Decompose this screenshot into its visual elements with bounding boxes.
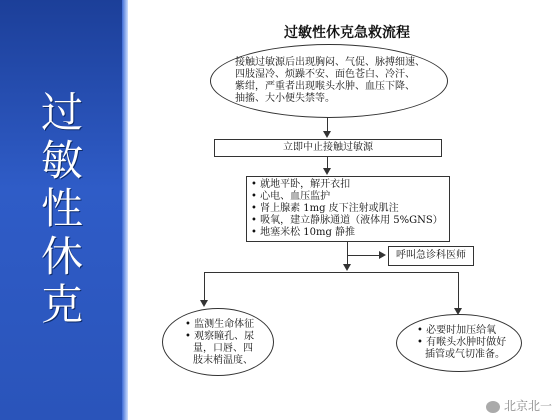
symptom-line: 接触过敏源后出现胸闷、气促、脉搏细速、 xyxy=(235,57,425,68)
arrow-head xyxy=(379,251,386,259)
action-item: • 地塞米松 10mg 静推 xyxy=(251,227,356,238)
symptom-line: 抽搐、大小便失禁等。 xyxy=(235,93,335,104)
flowchart-title: 过敏性休克急救流程 xyxy=(284,25,410,41)
side-title-char: 休 xyxy=(40,232,83,281)
airway-line: • 有喉头水肿时做好 xyxy=(417,337,507,348)
side-title-char: 克 xyxy=(40,280,83,329)
arrow-head xyxy=(323,131,331,138)
call-doctor-box xyxy=(388,246,474,266)
watermark-text: 北京北一 xyxy=(503,399,552,413)
action-item: • 肾上腺素 1mg 皮下注射或肌注 xyxy=(251,203,399,214)
band-separator xyxy=(122,0,128,420)
monitor-line: • 观察瞳孔、尿 xyxy=(185,331,255,342)
airway-oval xyxy=(396,314,522,372)
wechat-icon xyxy=(486,401,500,413)
stop-contact-text: 立即中止接触过敏源 xyxy=(283,142,373,153)
connector xyxy=(347,255,381,256)
action-item: • 吸氧，建立静脉通道（液体用 5%GNS） xyxy=(251,215,443,226)
stop-contact-box xyxy=(214,139,442,157)
call-doctor-text: 呼叫急诊科医师 xyxy=(396,250,466,261)
action-item: • 心电、血压监护 xyxy=(251,191,331,202)
actions-box xyxy=(246,176,450,242)
symptom-line: 四肢湿冷、烦躁不安、面色苍白、冷汗、 xyxy=(235,69,415,80)
connector xyxy=(458,272,459,310)
airway-line: • 必要时加压给氧 xyxy=(417,325,497,336)
monitor-line: • 监测生命体征 xyxy=(185,319,255,330)
arrow-head xyxy=(323,168,331,175)
connector xyxy=(204,272,205,302)
action-item: • 就地平卧，解开衣扣 xyxy=(251,179,351,190)
side-title-char: 过 xyxy=(40,88,83,137)
monitor-line: 肢末梢温度、 xyxy=(193,355,253,366)
symptoms-oval xyxy=(210,44,448,118)
arrow-head xyxy=(200,300,208,307)
flowchart xyxy=(134,0,560,420)
connector xyxy=(204,272,458,273)
monitor-line: 量，口唇、四 xyxy=(193,343,253,354)
airway-line: 插管或气切准备。 xyxy=(425,349,505,360)
watermark xyxy=(486,397,552,414)
monitoring-oval xyxy=(162,308,274,376)
side-title-char: 敏 xyxy=(40,136,83,185)
side-title-band xyxy=(0,0,128,420)
side-title-char: 性 xyxy=(40,184,83,233)
arrow-head xyxy=(343,264,351,271)
symptom-line: 紫绀，严重者出现喉头水肿、血压下降、 xyxy=(235,81,415,92)
